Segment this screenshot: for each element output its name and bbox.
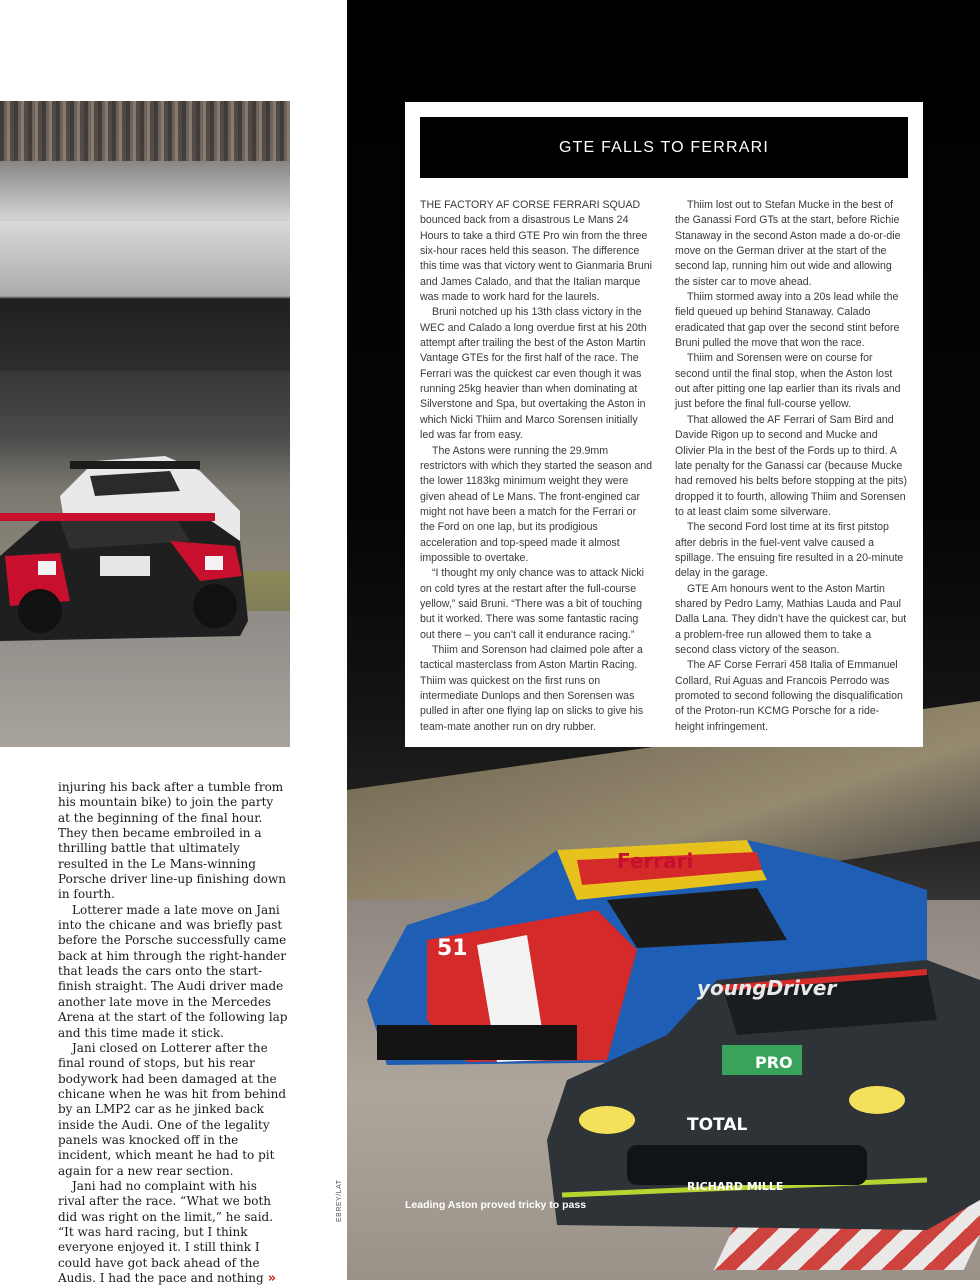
body-paragraph-text: Jani had no complaint with his rival after the race. “What we both did was right on the limit,” he said. “It was hard racing, but I think everyone enjoyed it. I still think I could have got back ahead of the Audis. I had the pace and nothing xyxy=(58,1178,274,1285)
aston-richard-mille-text: RICHARD MILLE xyxy=(687,1180,784,1193)
sidebar-paragraph: The Astons were running the 29.9mm restrictors with which they started the season and the lower 1183kg minimum weight they were given ahead of Le Mans. The front-engined car might not have been a match for the Ferrari or the Ford on one lap, but its prodigious acceleration and top-speed made it almost impossible to overtake. xyxy=(420,444,652,564)
sidebar-paragraph: Thiim and Sorensen were on course for second until the final stop, when the Aston lost out after pitting one lap earlier than its rivals and just before the final full-course yellow. xyxy=(675,352,901,411)
aston-martin-gte-car xyxy=(547,940,980,1230)
body-paragraph-last xyxy=(58,1179,288,1286)
sidebar-paragraph: Thiim lost out to Stefan Mucke in the best of the Ganassi Ford GTs at the start, before Richie Stanaway in the second Aston made a do-or-die move on the German driver at the start of the second lap, running him out wide and allowing the sister car to move ahead. xyxy=(675,199,901,288)
sidebar-paragraph: GTE Am honours went to the Aston Martin shared by Pedro Lamy, Mathias Lauda and Paul Dalla Lana. They didn’t have the quickest car, but a problem-free run allowed them to take a second class victory of the season. xyxy=(675,582,907,656)
body-paragraph: injuring his back after a tumble from his mountain bike) to join the party at the beginning of the final hour. They then became embroiled in a thrilling battle that ultimately resulted in the Le Mans-winning Porsche driver line-up finishing down in fourth. xyxy=(58,780,286,902)
lmp1-cars-illustration xyxy=(0,101,290,747)
sidebar-title: GTE FALLS TO FERRARI xyxy=(420,117,908,178)
sidebar-paragraph: “I thought my only chance was to attack Nicki on cold tyres at the restart after the full-course yellow,” said Bruni. “There was a bit of touching but it worked. There was some fantastic racing out there – you can’t call it endurance racing.” xyxy=(420,567,644,641)
sidebar-box xyxy=(405,102,923,747)
sidebar-column-2 xyxy=(675,198,908,735)
sidebar-paragraph: The second Ford lost time at its first pitstop after debris in the fuel-vent valve caused a spillage. The ensuing fire resulted in a 20-minute delay in the garage. xyxy=(675,521,904,580)
ferrari-livery-text: Ferrari xyxy=(617,849,694,873)
article-body-column xyxy=(58,780,288,1286)
sidebar-columns xyxy=(420,198,908,735)
sidebar-paragraph: The AF Corse Ferrari 458 Italia of Emmanuel Collard, Rui Aguas and Francois Perrodo was promoted to second following the disqualification of the Proton-run KCMG Porsche for a ride-height infringement. xyxy=(675,659,903,733)
photo-credit-wrap xyxy=(336,1179,346,1262)
sidebar-paragraph: Bruni notched up his 13th class victory in the WEC and Calado a long overdue first at his 20th attempt after trailing the best of the Aston Martin Vantage GTEs for the first half of the race. The Ferrari was the quickest car even though it was running 25kg heavier than when dominating at Silverstone and Spa, but overtaking the Aston in which Nicki Thiim and Marco Sorensen initially led was far from easy. xyxy=(420,306,647,442)
body-paragraph: Lotterer made a late move on Jani into the chicane and was briefly past before the Porsche successfully came back at him through the right-hander that leads the cars onto the start-finish straight. The Audi driver made another late move in the Mercedes Arena at the start of the following lap and this time made it stick. xyxy=(58,902,288,1040)
left-race-photo xyxy=(0,101,290,747)
sidebar-paragraph: Thiim stormed away into a 20s lead while the field queued up behind Stanaway. Calado eradicated that gap over the second stint before Bruni pulled the move that won the race. xyxy=(675,291,900,350)
double-chevron-right-icon[interactable]: » xyxy=(267,1271,277,1286)
aston-sponsor-text: youngDriver xyxy=(697,976,837,1000)
aston-total-text: TOTAL xyxy=(687,1115,748,1135)
sidebar-paragraph: THE FACTORY AF CORSE FERRARI SQUAD bounced back from a disastrous Le Mans 24 Hours to take a third GTE Pro win from the three six-hour races held this season. The difference this time was that victory went to Gianmaria Bruni and James Calado, and that the Italian marque was made to work hard for the laurels. xyxy=(420,199,652,304)
sidebar-paragraph: Thiim and Sorenson had claimed pole after a tactical masterclass from Aston Martin Racing. Thiim was quickest on the first runs on intermediate Dunlops and then Sorensen was pulled in after one flying lap on slicks to give his team-mate another run on dry rubber. xyxy=(420,643,644,733)
sidebar-column-1 xyxy=(420,198,653,735)
aston-pro-text: PRO xyxy=(755,1053,793,1072)
sidebar-paragraph: That allowed the AF Ferrari of Sam Bird and Davide Rigon up to second and Mucke and Olivier Pla in the best of the Fords up to third. A late penalty for the Ganassi car (because Mucke had removed his belts before stopping at the pits) dropped it to fourth, allowing Thiim and Sorensen to at least claim some silverware. xyxy=(675,413,908,518)
ferrari-number: 51 xyxy=(437,936,468,961)
body-paragraph: Jani closed on Lotterer after the final round of stops, but his rear bodywork had been damaged at the chicane when he was hit from behind by an LMP2 car as he jinked back inside the Audi. One of the legality panels was knocked off in the incident, which meant he had to pit again for a new rear section. xyxy=(58,1040,287,1178)
photo-credit: EBREY/LAT xyxy=(336,1179,343,1222)
photo-caption: Leading Aston proved tricky to pass xyxy=(405,1199,587,1211)
